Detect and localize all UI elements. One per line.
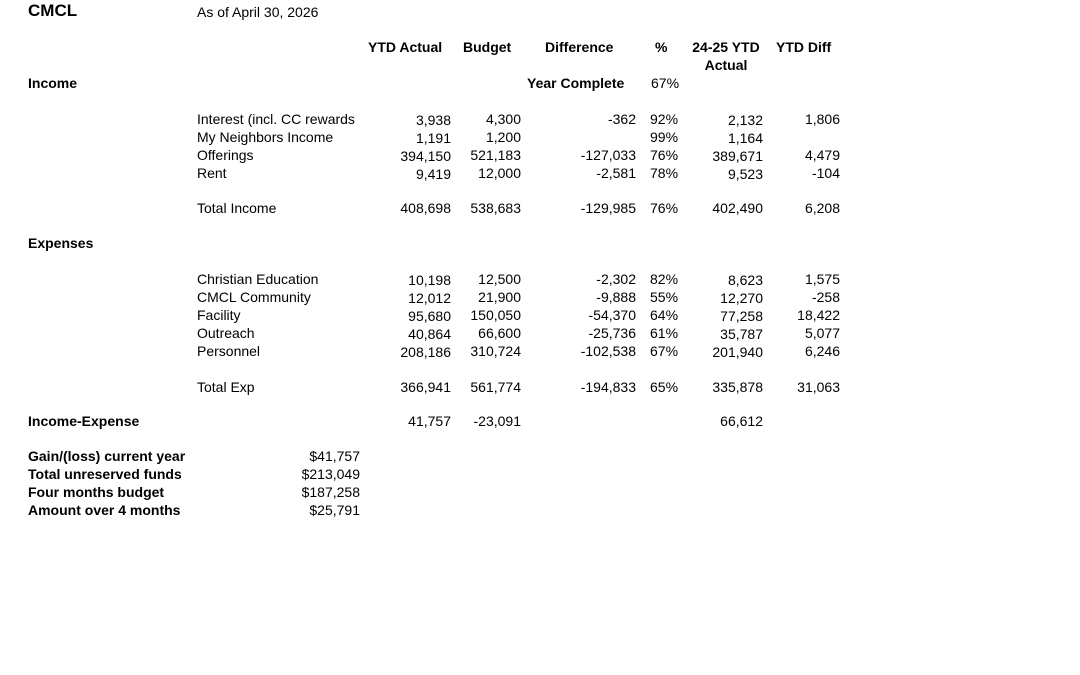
summary-value: $187,258 xyxy=(301,484,360,500)
cell-ytd-diff: 6,246 xyxy=(804,343,840,359)
cell-ytd-actual: 12,012 xyxy=(408,290,451,306)
cell-budget: 538,683 xyxy=(470,200,521,216)
cell-ytd-actual: 394,150 xyxy=(400,148,451,164)
cell-ytd-actual: 3,938 xyxy=(415,112,451,128)
cell-prior-ytd: 66,612 xyxy=(720,413,763,429)
cell-ytd-diff: 18,422 xyxy=(797,307,840,323)
cell-difference: -2,581 xyxy=(596,165,636,181)
col-header-difference: Difference xyxy=(545,39,614,55)
row-label: Offerings xyxy=(197,147,254,163)
cell-budget: 12,500 xyxy=(478,271,521,287)
as-of-date: As of April 30, 2026 xyxy=(197,4,319,20)
cell-percent: 82% xyxy=(650,271,679,287)
col-header-prior-ytd-line1: 24-25 YTD xyxy=(692,39,760,55)
year-complete-label: Year Complete xyxy=(527,75,625,91)
cell-prior-ytd: 35,787 xyxy=(720,326,763,342)
summary-label: Four months budget xyxy=(28,484,165,500)
cell-ytd-actual: 10,198 xyxy=(408,272,451,288)
cell-prior-ytd: 12,270 xyxy=(720,290,763,306)
row-label: My Neighbors Income xyxy=(197,129,334,145)
cell-ytd-diff: 1,806 xyxy=(804,111,840,127)
cell-ytd-actual: 40,864 xyxy=(408,326,451,342)
cell-budget: 66,600 xyxy=(478,325,521,341)
cell-budget: 310,724 xyxy=(470,343,521,359)
cell-difference: -129,985 xyxy=(580,200,636,216)
cell-ytd-diff: 31,063 xyxy=(797,379,840,395)
cell-ytd-diff: -104 xyxy=(811,165,840,181)
cell-ytd-actual: 95,680 xyxy=(408,308,451,324)
cell-difference: -54,370 xyxy=(588,307,636,323)
cell-percent: 99% xyxy=(650,129,679,145)
col-header-prior-ytd-line2: Actual xyxy=(704,57,748,73)
cell-difference: -2,302 xyxy=(596,271,636,287)
section-heading-income: Income xyxy=(28,75,78,91)
col-header-ytd-diff: YTD Diff xyxy=(776,39,832,55)
cell-percent: 76% xyxy=(650,147,679,163)
row-label: Rent xyxy=(197,165,227,181)
section-heading-expenses: Expenses xyxy=(28,235,94,251)
row-label: Outreach xyxy=(197,325,255,341)
cell-difference: -102,538 xyxy=(580,343,636,359)
cell-percent: 55% xyxy=(650,289,679,305)
cell-budget: 1,200 xyxy=(485,129,521,145)
cell-ytd-diff: -258 xyxy=(811,289,840,305)
summary-value: $213,049 xyxy=(301,466,360,482)
cell-prior-ytd: 9,523 xyxy=(727,166,763,182)
row-label: Personnel xyxy=(197,343,261,359)
cell-ytd-actual: 208,186 xyxy=(400,344,451,360)
cell-difference: -25,736 xyxy=(588,325,636,341)
cell-percent: 76% xyxy=(650,200,679,216)
cell-budget: 521,183 xyxy=(470,147,521,163)
cell-percent: 67% xyxy=(650,343,679,359)
cell-difference: -127,033 xyxy=(580,147,636,163)
cell-difference: -194,833 xyxy=(580,379,636,395)
cell-prior-ytd: 8,623 xyxy=(727,272,763,288)
cell-ytd-actual: 408,698 xyxy=(400,200,451,216)
cell-ytd-actual: 1,191 xyxy=(415,130,451,146)
cell-difference: -362 xyxy=(607,111,636,127)
cell-prior-ytd: 77,258 xyxy=(720,308,763,324)
row-label: Total Exp xyxy=(197,379,255,395)
row-label: Facility xyxy=(197,307,241,323)
cell-prior-ytd: 201,940 xyxy=(712,344,763,360)
cell-budget: -23,091 xyxy=(473,413,521,429)
summary-label: Amount over 4 months xyxy=(28,502,181,518)
summary-value: $25,791 xyxy=(309,502,360,518)
cell-ytd-actual: 366,941 xyxy=(400,379,451,395)
net-label: Income-Expense xyxy=(28,413,140,429)
cell-prior-ytd: 1,164 xyxy=(727,130,763,146)
cell-ytd-actual: 9,419 xyxy=(415,166,451,182)
summary-value: $41,757 xyxy=(309,448,360,464)
col-header-percent: % xyxy=(655,39,668,55)
cell-budget: 4,300 xyxy=(485,111,521,127)
cell-ytd-diff: 5,077 xyxy=(804,325,840,341)
cell-percent: 64% xyxy=(650,307,679,323)
cell-difference: -9,888 xyxy=(596,289,636,305)
summary-label: Total unreserved funds xyxy=(28,466,182,482)
cell-ytd-diff: 1,575 xyxy=(804,271,840,287)
row-label: CMCL Community xyxy=(197,289,311,305)
cell-ytd-diff: 4,479 xyxy=(804,147,840,163)
cell-budget: 150,050 xyxy=(470,307,521,323)
cell-percent: 92% xyxy=(650,111,679,127)
cell-percent: 65% xyxy=(650,379,679,395)
cell-ytd-diff: 6,208 xyxy=(804,200,840,216)
cell-prior-ytd: 389,671 xyxy=(712,148,763,164)
col-header-budget: Budget xyxy=(463,39,512,55)
cell-prior-ytd: 2,132 xyxy=(727,112,763,128)
summary-label: Gain/(loss) current year xyxy=(28,448,186,464)
cell-budget: 561,774 xyxy=(470,379,521,395)
row-label: Interest (incl. CC rewards xyxy=(197,111,355,127)
year-complete-value: 67% xyxy=(651,75,680,91)
org-title: CMCL xyxy=(28,1,78,20)
col-header-ytd-actual: YTD Actual xyxy=(368,39,443,55)
cell-prior-ytd: 335,878 xyxy=(712,379,763,395)
cell-percent: 78% xyxy=(650,165,679,181)
cell-percent: 61% xyxy=(650,325,679,341)
cell-ytd-actual: 41,757 xyxy=(408,413,451,429)
row-label: Total Income xyxy=(197,200,277,216)
cell-budget: 12,000 xyxy=(478,165,521,181)
cell-budget: 21,900 xyxy=(478,289,521,305)
row-label: Christian Education xyxy=(197,271,319,287)
cell-prior-ytd: 402,490 xyxy=(712,200,763,216)
